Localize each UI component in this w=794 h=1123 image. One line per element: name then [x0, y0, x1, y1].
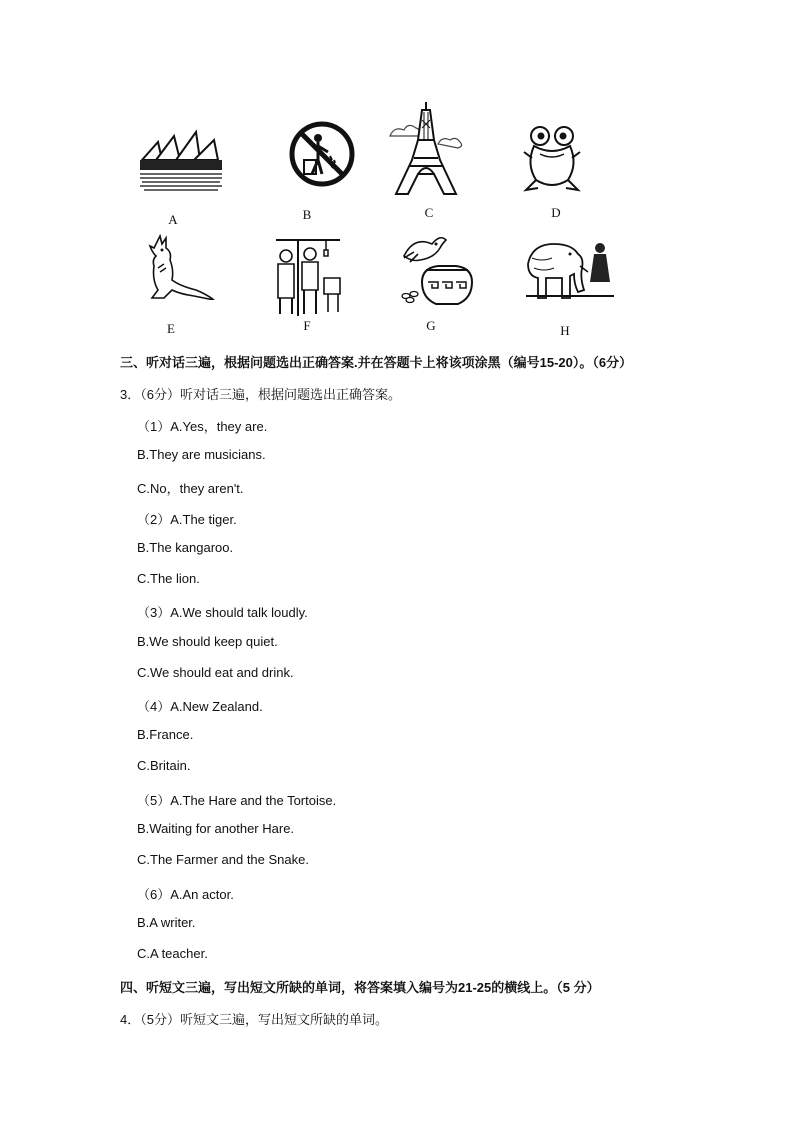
picture-e-label: E [167, 321, 175, 336]
crow-and-pitcher-icon [396, 230, 488, 312]
picture-b-label: B [302, 207, 312, 222]
picture-b-no-littering [288, 120, 356, 188]
frog-icon [520, 124, 584, 194]
question-3: 3．（6分）听对话三遍，根据问题选出正确答案。 [120, 387, 401, 402]
q6-option-a: （6）A.An actor. [137, 887, 234, 902]
q4-option-c: C.Britain. [137, 758, 191, 773]
picture-e-kangaroo [140, 234, 216, 300]
q1-option-b: B.They are musicians. [137, 447, 266, 462]
q5-option-c: C.The Farmer and the Snake. [137, 852, 309, 867]
kangaroo-icon [140, 234, 216, 300]
section3-heading: 三、听对话三遍，根据问题选出正确答案.并在答题卡上将该项涂黑（编号15-20）。（6分） [120, 355, 633, 370]
q1-option-a: （1）A.Yes，they are. [137, 419, 268, 434]
q6-option-b: B.A writer. [137, 915, 196, 930]
picture-h-elephant [522, 238, 618, 300]
q2-option-b: B.The kangaroo. [137, 540, 234, 555]
elephant-and-blind-men-icon [522, 238, 618, 300]
picture-a-opera-house [138, 128, 224, 192]
picture-h-label: H [560, 323, 570, 338]
picture-d-frog [520, 124, 584, 194]
picture-c-eiffel-tower [386, 100, 466, 196]
no-littering-sign-icon [288, 120, 356, 188]
q3-option-c: C.We should eat and drink. [137, 665, 294, 680]
q3-option-b: B.We should keep quiet. [137, 634, 278, 649]
q4-option-a: （4）A.New Zealand. [137, 699, 263, 714]
picture-g-crow-pitcher [396, 230, 488, 312]
picture-c-label: C [424, 205, 434, 220]
q2-option-c: C.The lion. [137, 571, 200, 586]
question-4: 4．（5分）听短文三遍，写出短文所缺的单词。 [120, 1012, 388, 1027]
sydney-opera-house-icon [138, 128, 224, 192]
people-on-bus-icon [268, 234, 348, 318]
q4-option-b: B.France. [137, 727, 194, 742]
picture-a-label: A [168, 212, 178, 227]
q2-option-a: （2）A.The tiger. [137, 512, 237, 527]
q3-option-a: （3）A.We should talk loudly. [137, 605, 308, 620]
picture-g-label: G [426, 318, 436, 333]
picture-f-bus [268, 234, 348, 318]
eiffel-tower-icon [386, 100, 466, 196]
q5-option-a: （5）A.The Hare and the Tortoise. [137, 793, 337, 808]
section4-heading: 四、听短文三遍，写出短文所缺的单词，将答案填入编号为21-25的横线上。（5 分） [120, 980, 600, 995]
q1-option-c: C.No，they aren't. [137, 481, 244, 496]
picture-d-label: D [551, 205, 561, 220]
q5-option-b: B.Waiting for another Hare. [137, 821, 295, 836]
q6-option-c: C.A teacher. [137, 946, 208, 961]
picture-f-label: F [303, 318, 311, 333]
